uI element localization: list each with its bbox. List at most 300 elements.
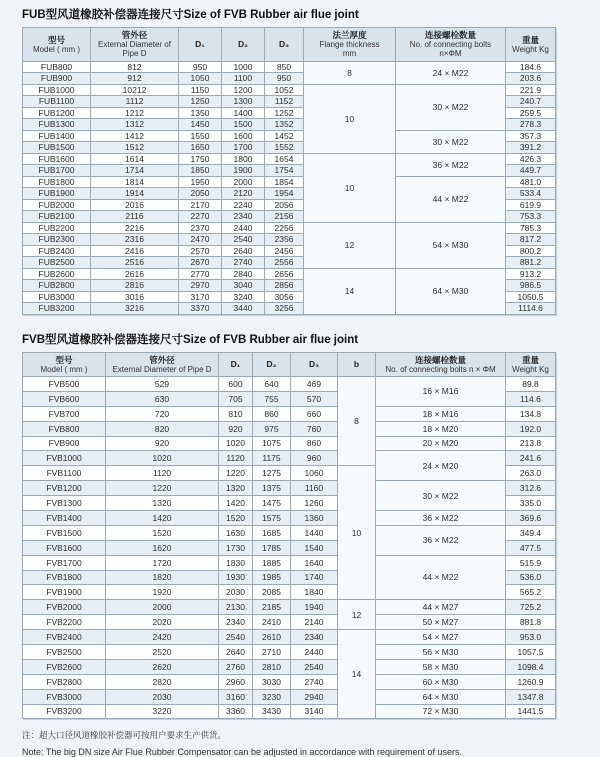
cell-d2: 1000 (222, 61, 265, 73)
cell-d1: 2270 (179, 211, 222, 223)
cell-connecting-bolts: 24 × M22 (396, 61, 506, 84)
table-row (23, 376, 556, 391)
cell-d3: 960 (291, 451, 338, 466)
cell-d1: 950 (179, 61, 222, 73)
cell-weight: 881.8 (506, 615, 556, 630)
cell-model: FUB2800 (23, 280, 91, 292)
cell-d2: 3230 (253, 689, 291, 704)
cell-pipe-diameter: 1320 (106, 496, 219, 511)
cell-d2: 1600 (222, 130, 265, 142)
cell-d3: 2340 (291, 630, 338, 645)
cell-model: FUB1500 (23, 142, 91, 154)
cell-connecting-bolts: 54 × M27 (376, 630, 506, 645)
cell-connecting-bolts: 30 × M22 (376, 481, 506, 511)
table-row (23, 689, 556, 704)
cell-pipe-diameter: 1714 (91, 165, 179, 177)
cell-connecting-bolts: 72 × M30 (376, 704, 506, 719)
cell-d2: 1785 (253, 540, 291, 555)
cell-d2: 2185 (253, 600, 291, 615)
cell-d1: 2670 (179, 257, 222, 269)
cell-d1: 3370 (179, 303, 222, 315)
cell-d1: 2570 (179, 245, 222, 257)
cell-d2: 1175 (253, 451, 291, 466)
cell-d2: 1885 (253, 555, 291, 570)
cell-flange-thickness: 12 (338, 600, 376, 630)
cell-d3: 1854 (265, 176, 304, 188)
cell-connecting-bolts: 36 × M22 (396, 153, 506, 176)
cell-d1: 1420 (219, 496, 253, 511)
header-row (23, 28, 556, 62)
cell-d3: 1754 (265, 165, 304, 177)
cell-d1: 600 (219, 376, 253, 391)
cell-pipe-diameter: 1020 (106, 451, 219, 466)
cell-model: FUB1800 (23, 176, 91, 188)
cell-d2: 1375 (253, 481, 291, 496)
cell-d3: 2056 (265, 199, 304, 211)
cell-model: FVB2800 (23, 674, 106, 689)
cell-weight: 913.2 (506, 268, 556, 280)
cell-weight: 477.5 (506, 540, 556, 555)
cell-d1: 1220 (219, 466, 253, 481)
cell-weight: 241.6 (506, 451, 556, 466)
table-row (23, 61, 556, 73)
cell-weight: 565.2 (506, 585, 556, 600)
cell-pipe-diameter: 812 (91, 61, 179, 73)
cell-model: FVB500 (23, 376, 106, 391)
table-row (23, 481, 556, 496)
cell-d3: 469 (291, 376, 338, 391)
cell-flange-thickness: 8 (304, 61, 396, 84)
cell-weight: 881.2 (506, 257, 556, 269)
cell-d2: 1500 (222, 119, 265, 131)
cell-weight: 278.3 (506, 119, 556, 131)
cell-pipe-diameter: 1212 (91, 107, 179, 119)
cell-d3: 1452 (265, 130, 304, 142)
cell-d1: 2130 (219, 600, 253, 615)
cell-weight: 114.6 (506, 391, 556, 406)
cell-weight: 515.9 (506, 555, 556, 570)
cell-model: FVB700 (23, 406, 106, 421)
cell-d3: 2456 (265, 245, 304, 257)
cell-d2: 2240 (222, 199, 265, 211)
cell-connecting-bolts: 64 × M30 (396, 268, 506, 314)
cell-pipe-diameter: 2116 (91, 211, 179, 223)
table-row (23, 268, 556, 280)
cell-model: FUB1000 (23, 84, 91, 96)
table-row (23, 600, 556, 615)
table-row (23, 451, 556, 466)
cell-model: FUB800 (23, 61, 91, 73)
cell-model: FVB600 (23, 391, 106, 406)
cell-connecting-bolts: 18 × M20 (376, 421, 506, 436)
cell-weight: 192.0 (506, 421, 556, 436)
cell-model: FUB3200 (23, 303, 91, 315)
cell-pipe-diameter: 1520 (106, 525, 219, 540)
cell-d3: 760 (291, 421, 338, 436)
table-row (23, 222, 556, 234)
cell-d2: 1800 (222, 153, 265, 165)
cell-model: FUB2300 (23, 234, 91, 246)
cell-d1: 1450 (179, 119, 222, 131)
cell-model: FUB1100 (23, 96, 91, 108)
cell-model: FUB1900 (23, 188, 91, 200)
cell-d2: 1275 (253, 466, 291, 481)
cell-d2: 1075 (253, 436, 291, 451)
table-row (23, 406, 556, 421)
cell-d2: 1900 (222, 165, 265, 177)
cell-weight: 391.2 (506, 142, 556, 154)
column-header: D₂ (253, 352, 291, 376)
column-header: b (338, 352, 376, 376)
cell-connecting-bolts: 16 × M16 (376, 376, 506, 406)
column-header: 法兰厚度 Flange thickness mm (304, 28, 396, 62)
table-row (23, 644, 556, 659)
cell-d3: 2156 (265, 211, 304, 223)
cell-d1: 1950 (179, 176, 222, 188)
cell-d1: 1050 (179, 73, 222, 85)
cell-weight: 986.5 (506, 280, 556, 292)
cell-weight: 619.9 (506, 199, 556, 211)
cell-d1: 810 (219, 406, 253, 421)
cell-connecting-bolts: 30 × M22 (396, 84, 506, 130)
cell-flange-thickness: 14 (338, 630, 376, 719)
cell-connecting-bolts: 50 × M27 (376, 615, 506, 630)
cell-pipe-diameter: 3216 (91, 303, 179, 315)
cell-flange-thickness: 8 (338, 376, 376, 465)
table-row (23, 510, 556, 525)
cell-d3: 1654 (265, 153, 304, 165)
cell-d2: 2410 (253, 615, 291, 630)
cell-d1: 1750 (179, 153, 222, 165)
cell-d2: 3240 (222, 291, 265, 303)
cell-d1: 1350 (179, 107, 222, 119)
cell-d2: 2000 (222, 176, 265, 188)
cell-weight: 312.6 (506, 481, 556, 496)
cell-d2: 1985 (253, 570, 291, 585)
cell-d2: 2840 (222, 268, 265, 280)
column-header: 重量 Weight Kg (506, 28, 556, 62)
cell-d2: 2740 (222, 257, 265, 269)
cell-weight: 753.3 (506, 211, 556, 223)
cell-pipe-diameter: 2816 (91, 280, 179, 292)
cell-d2: 2085 (253, 585, 291, 600)
cell-d2: 2610 (253, 630, 291, 645)
cell-d3: 2140 (291, 615, 338, 630)
cell-d1: 2370 (179, 222, 222, 234)
cell-weight: 369.6 (506, 510, 556, 525)
cell-d3: 3140 (291, 704, 338, 719)
cell-d2: 755 (253, 391, 291, 406)
cell-connecting-bolts: 54 × M30 (396, 222, 506, 268)
cell-pipe-diameter: 920 (106, 436, 219, 451)
cell-d3: 1940 (291, 600, 338, 615)
cell-d1: 1320 (219, 481, 253, 496)
cell-pipe-diameter: 1512 (91, 142, 179, 154)
cell-connecting-bolts: 30 × M22 (396, 130, 506, 153)
cell-d1: 1630 (219, 525, 253, 540)
cell-d3: 1252 (265, 107, 304, 119)
cell-pipe-diameter: 1820 (106, 570, 219, 585)
cell-d2: 1400 (222, 107, 265, 119)
cell-pipe-diameter: 1112 (91, 96, 179, 108)
cell-pipe-diameter: 1914 (91, 188, 179, 200)
cell-connecting-bolts: 44 × M22 (396, 176, 506, 222)
cell-d1: 2640 (219, 644, 253, 659)
cell-weight: 259.5 (506, 107, 556, 119)
cell-d1: 2050 (179, 188, 222, 200)
table-row (23, 130, 556, 142)
table-row (23, 630, 556, 645)
cell-d2: 2710 (253, 644, 291, 659)
cell-d3: 3056 (265, 291, 304, 303)
cell-pipe-diameter: 2020 (106, 615, 219, 630)
column-header: 型号 Model ( mm ) (23, 28, 91, 62)
cell-d1: 1650 (179, 142, 222, 154)
cell-weight: 481.0 (506, 176, 556, 188)
cell-connecting-bolts: 44 × M27 (376, 600, 506, 615)
cell-d2: 2640 (222, 245, 265, 257)
cell-d1: 3360 (219, 704, 253, 719)
cell-model: FVB1600 (23, 540, 106, 555)
cell-connecting-bolts: 24 × M20 (376, 451, 506, 481)
cell-d1: 1850 (179, 165, 222, 177)
cell-d2: 3030 (253, 674, 291, 689)
cell-d2: 2120 (222, 188, 265, 200)
column-header: D₁ (219, 352, 253, 376)
cell-d1: 3160 (219, 689, 253, 704)
cell-d3: 2656 (265, 268, 304, 280)
cell-model: FVB900 (23, 436, 106, 451)
cell-pipe-diameter: 720 (106, 406, 219, 421)
cell-weight: 785.3 (506, 222, 556, 234)
cell-weight: 221.9 (506, 84, 556, 96)
cell-d2: 1475 (253, 496, 291, 511)
cell-d1: 2760 (219, 659, 253, 674)
column-header: 连接螺栓数量 No. of connecting bolts n × ΦM (376, 352, 506, 376)
footnotes (22, 729, 600, 757)
column-header: 型号 Model ( mm ) (23, 352, 106, 376)
cell-d1: 705 (219, 391, 253, 406)
cell-pipe-diameter: 1120 (106, 466, 219, 481)
cell-d2: 3440 (222, 303, 265, 315)
cell-model: FVB1800 (23, 570, 106, 585)
column-header: D₃ (265, 28, 304, 62)
cell-weight: 1347.8 (506, 689, 556, 704)
cell-weight: 1057.5 (506, 644, 556, 659)
cell-flange-thickness: 10 (304, 84, 396, 153)
cell-weight: 213.8 (506, 436, 556, 451)
cell-d2: 640 (253, 376, 291, 391)
cell-d2: 3430 (253, 704, 291, 719)
cell-model: FVB1500 (23, 525, 106, 540)
cell-weight: 426.3 (506, 153, 556, 165)
cell-pipe-diameter: 1614 (91, 153, 179, 165)
cell-weight: 349.4 (506, 525, 556, 540)
cell-model: FUB900 (23, 73, 91, 85)
cell-pipe-diameter: 2016 (91, 199, 179, 211)
column-header: D₂ (222, 28, 265, 62)
table-row (23, 615, 556, 630)
column-header: D₁ (179, 28, 222, 62)
cell-d3: 1640 (291, 555, 338, 570)
cell-d3: 2440 (291, 644, 338, 659)
cell-d1: 920 (219, 421, 253, 436)
cell-model: FVB2600 (23, 659, 106, 674)
cell-pipe-diameter: 2030 (106, 689, 219, 704)
cell-pipe-diameter: 1620 (106, 540, 219, 555)
table-row (23, 525, 556, 540)
cell-weight: 536.0 (506, 570, 556, 585)
cell-flange-thickness: 10 (304, 153, 396, 222)
cell-pipe-diameter: 820 (106, 421, 219, 436)
cell-d3: 1160 (291, 481, 338, 496)
table-row (23, 674, 556, 689)
cell-d2: 1200 (222, 84, 265, 96)
cell-d2: 2340 (222, 211, 265, 223)
column-header: D₃ (291, 352, 338, 376)
cell-d1: 2340 (219, 615, 253, 630)
table-row (23, 176, 556, 188)
cell-d3: 2856 (265, 280, 304, 292)
cell-d3: 2356 (265, 234, 304, 246)
cell-weight: 953.0 (506, 630, 556, 645)
cell-d3: 850 (265, 61, 304, 73)
cell-d1: 1120 (219, 451, 253, 466)
cell-weight: 184.6 (506, 61, 556, 73)
cell-d3: 1540 (291, 540, 338, 555)
fvb-size-table (22, 352, 556, 720)
cell-model: FVB1000 (23, 451, 106, 466)
cell-d1: 2540 (219, 630, 253, 645)
table-row (23, 659, 556, 674)
cell-d3: 1352 (265, 119, 304, 131)
cell-weight: 240.7 (506, 96, 556, 108)
cell-model: FVB2500 (23, 644, 106, 659)
cell-model: FVB800 (23, 421, 106, 436)
cell-d1: 3170 (179, 291, 222, 303)
cell-pipe-diameter: 2516 (91, 257, 179, 269)
cell-pipe-diameter: 2620 (106, 659, 219, 674)
cell-d3: 3256 (265, 303, 304, 315)
table-row (23, 704, 556, 719)
cell-pipe-diameter: 1412 (91, 130, 179, 142)
cell-pipe-diameter: 10212 (91, 84, 179, 96)
cell-model: FVB2200 (23, 615, 106, 630)
cell-d3: 2540 (291, 659, 338, 674)
cell-connecting-bolts: 64 × M30 (376, 689, 506, 704)
cell-model: FVB1200 (23, 481, 106, 496)
cell-d3: 1360 (291, 510, 338, 525)
cell-d2: 1100 (222, 73, 265, 85)
column-header: 重量 Weight Kg (506, 352, 556, 376)
cell-d3: 570 (291, 391, 338, 406)
cell-d2: 2810 (253, 659, 291, 674)
cell-model: FVB1300 (23, 496, 106, 511)
cell-pipe-diameter: 3220 (106, 704, 219, 719)
cell-d2: 1685 (253, 525, 291, 540)
cell-weight: 800.2 (506, 245, 556, 257)
cell-weight: 1114.6 (506, 303, 556, 315)
cell-pipe-diameter: 529 (106, 376, 219, 391)
cell-model: FVB1700 (23, 555, 106, 570)
cell-d3: 2256 (265, 222, 304, 234)
cell-weight: 449.7 (506, 165, 556, 177)
cell-d3: 860 (291, 436, 338, 451)
cell-d3: 950 (265, 73, 304, 85)
cell-pipe-diameter: 2000 (106, 600, 219, 615)
cell-model: FVB2400 (23, 630, 106, 645)
cell-d2: 860 (253, 406, 291, 421)
cell-d1: 1150 (179, 84, 222, 96)
cell-weight: 263.0 (506, 466, 556, 481)
cell-connecting-bolts: 56 × M30 (376, 644, 506, 659)
cell-d3: 1152 (265, 96, 304, 108)
cell-d3: 1260 (291, 496, 338, 511)
cell-d1: 2960 (219, 674, 253, 689)
table-row (23, 436, 556, 451)
cell-d3: 1552 (265, 142, 304, 154)
cell-model: FUB2500 (23, 257, 91, 269)
cell-weight: 1098.4 (506, 659, 556, 674)
cell-d3: 1052 (265, 84, 304, 96)
cell-model: FVB1900 (23, 585, 106, 600)
cell-weight: 817.2 (506, 234, 556, 246)
cell-d1: 1930 (219, 570, 253, 585)
cell-pipe-diameter: 1920 (106, 585, 219, 600)
cell-model: FUB1600 (23, 153, 91, 165)
cell-pipe-diameter: 3016 (91, 291, 179, 303)
cell-d2: 975 (253, 421, 291, 436)
cell-d1: 1830 (219, 555, 253, 570)
cell-d2: 1700 (222, 142, 265, 154)
cell-pipe-diameter: 1420 (106, 510, 219, 525)
cell-d3: 2940 (291, 689, 338, 704)
cell-d1: 1250 (179, 96, 222, 108)
cell-model: FUB2400 (23, 245, 91, 257)
cell-model: FUB2100 (23, 211, 91, 223)
cell-d2: 3040 (222, 280, 265, 292)
cell-weight: 357.3 (506, 130, 556, 142)
cell-model: FUB1400 (23, 130, 91, 142)
cell-pipe-diameter: 1720 (106, 555, 219, 570)
cell-connecting-bolts: 36 × M22 (376, 510, 506, 525)
header-row (23, 352, 556, 376)
cell-weight: 134.8 (506, 406, 556, 421)
footnote-english: Note: The big DN size Air Flue Rubber Compensator can be adjusted in accordance with requirement of users. (22, 747, 463, 757)
table-row (23, 421, 556, 436)
cell-flange-thickness: 12 (304, 222, 396, 268)
cell-connecting-bolts: 36 × M22 (376, 525, 506, 555)
cell-d1: 2470 (179, 234, 222, 246)
cell-pipe-diameter: 2820 (106, 674, 219, 689)
cell-flange-thickness: 14 (304, 268, 396, 314)
cell-connecting-bolts: 58 × M30 (376, 659, 506, 674)
cell-connecting-bolts: 60 × M30 (376, 674, 506, 689)
cell-d1: 2030 (219, 585, 253, 600)
cell-weight: 1260.9 (506, 674, 556, 689)
cell-d3: 2740 (291, 674, 338, 689)
cell-weight: 89.8 (506, 376, 556, 391)
table-row (23, 153, 556, 165)
cell-model: FUB2000 (23, 199, 91, 211)
fub-table-title: FUB型风道橡胶补偿器连接尺寸Size of FVB Rubber air flue joint (22, 9, 359, 21)
cell-d3: 1060 (291, 466, 338, 481)
cell-d1: 2170 (179, 199, 222, 211)
cell-d1: 1550 (179, 130, 222, 142)
cell-connecting-bolts: 20 × M20 (376, 436, 506, 451)
cell-model: FUB2200 (23, 222, 91, 234)
cell-pipe-diameter: 2216 (91, 222, 179, 234)
